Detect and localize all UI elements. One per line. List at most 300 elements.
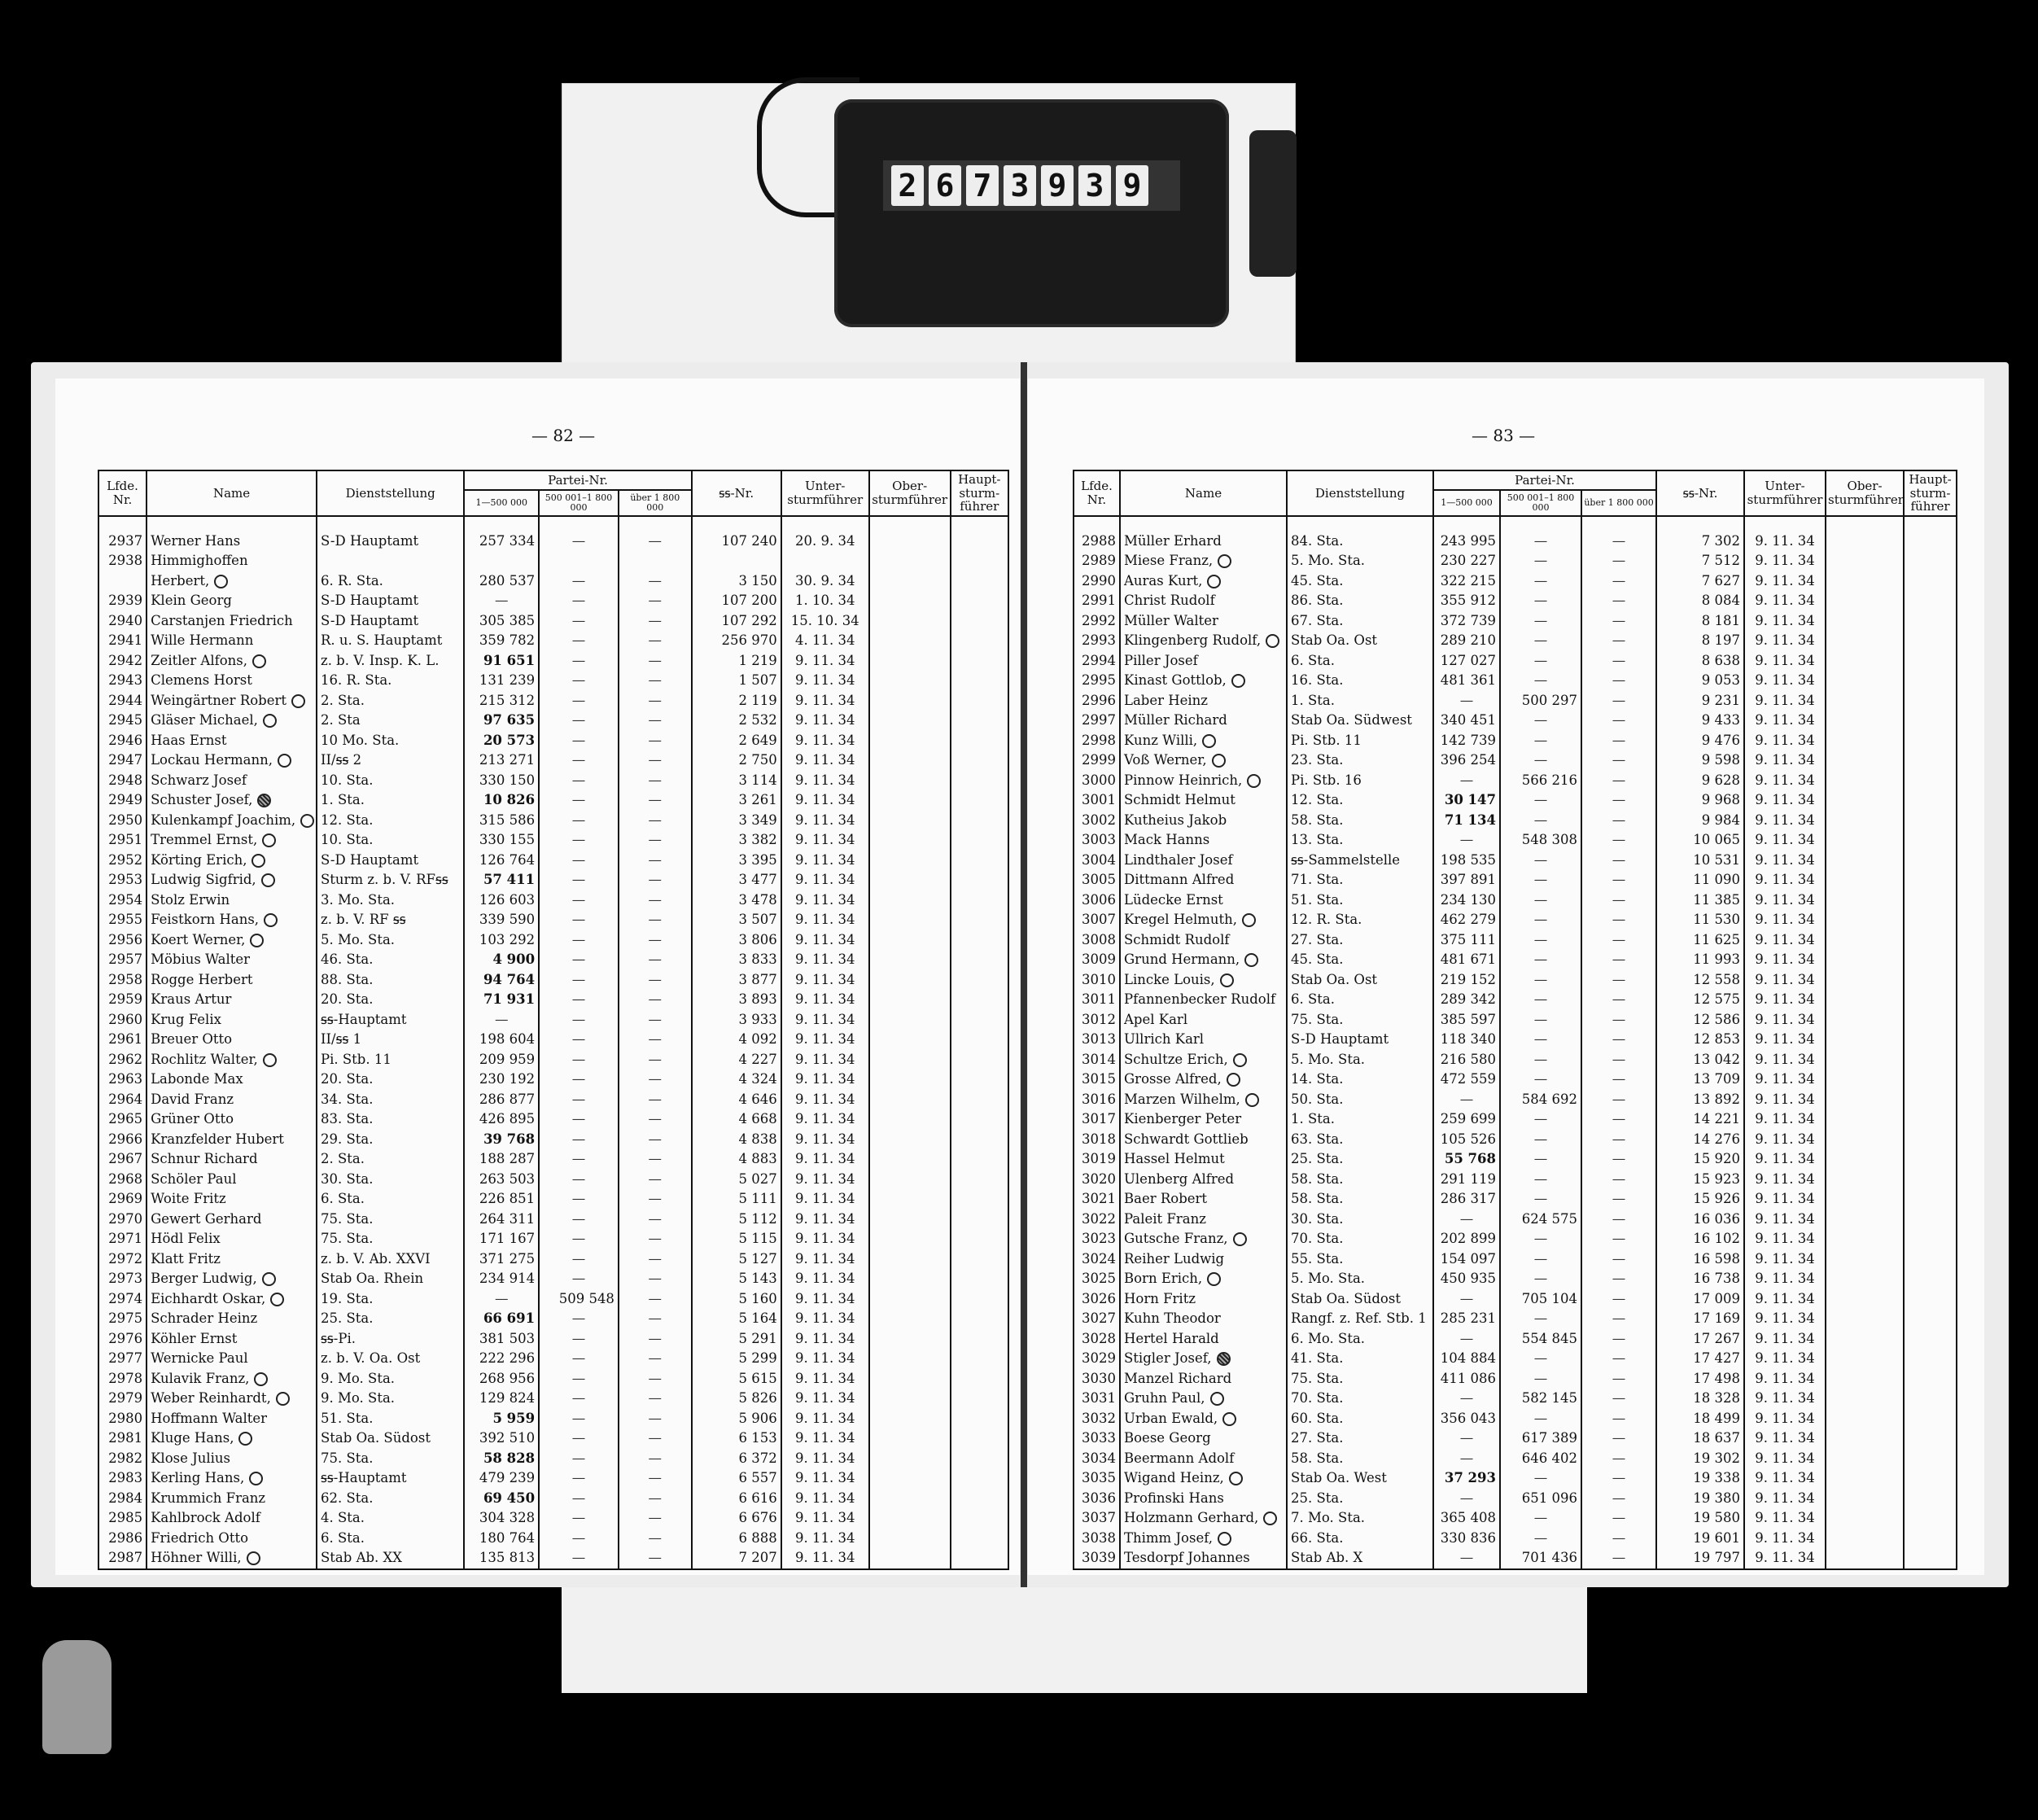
party-number-3-text: — — [1612, 712, 1626, 728]
row-number-text: 2940 — [108, 612, 143, 628]
dienststellung-text: 10. Sta. — [321, 832, 374, 848]
untersturmfuehrer-date — [1744, 1269, 1826, 1289]
ss-number — [692, 1229, 781, 1249]
table-row — [1074, 1189, 1957, 1210]
row-number-text: 2947 — [108, 752, 143, 768]
row-number — [1074, 551, 1120, 571]
right-page — [1028, 378, 1984, 1575]
party-number-2-text: — — [571, 1071, 586, 1087]
untersturmfuehrer-date — [1744, 1329, 1826, 1350]
obersturmfuehrer-date — [869, 830, 951, 851]
party-number-2-text: — — [1533, 652, 1548, 668]
table-row — [98, 1030, 1008, 1050]
ss-number — [1656, 950, 1744, 970]
person-name-text: Piller Josef — [1124, 652, 1198, 668]
untersturmfuehrer-date-text: 9. 11. 34 — [1755, 752, 1815, 768]
dienststellung — [317, 1269, 464, 1289]
row-number-text: 2986 — [108, 1529, 143, 1546]
hauptsturmfuehrer-date — [1904, 1529, 1957, 1549]
ss-number — [1656, 671, 1744, 691]
circle-mark-icon — [1207, 575, 1221, 588]
obersturmfuehrer-date — [869, 1210, 951, 1230]
person-name — [147, 671, 317, 691]
ss-number — [692, 691, 781, 711]
row-number — [1074, 930, 1120, 951]
party-number-1 — [464, 611, 539, 632]
person-name — [147, 1489, 317, 1509]
party-number-3 — [619, 870, 692, 890]
row-number — [98, 591, 147, 611]
dienststellung-text: 50. Sta. — [1291, 1091, 1344, 1107]
party-number-2-text: — — [1533, 1310, 1548, 1327]
ss-number-text: 17 498 — [1693, 1370, 1741, 1386]
party-number-3 — [619, 1548, 692, 1569]
table-row — [98, 1428, 1008, 1449]
untersturmfuehrer-date-text: 9. 11. 34 — [1755, 1350, 1815, 1367]
untersturmfuehrer-date-text: 9. 11. 34 — [1755, 1031, 1815, 1048]
person-name — [1120, 1289, 1287, 1310]
ss-number — [1656, 731, 1744, 751]
row-number — [98, 1548, 147, 1569]
obersturmfuehrer-date — [869, 1149, 951, 1170]
ss-number — [1656, 1309, 1744, 1329]
party-number-3-text: — — [648, 1131, 663, 1147]
row-number-text: 3010 — [1082, 971, 1116, 987]
untersturmfuehrer-date-text: 1. 10. 34 — [794, 593, 855, 609]
row-number — [1074, 830, 1120, 851]
party-number-2 — [539, 651, 619, 672]
party-number-2 — [1500, 571, 1581, 592]
party-number-2 — [539, 1548, 619, 1569]
untersturmfuehrer-date-text: 9. 11. 34 — [1755, 1310, 1815, 1327]
untersturmfuehrer-date-text: 9. 11. 34 — [794, 652, 855, 668]
dienststellung — [317, 930, 464, 951]
party-number-3 — [1581, 870, 1656, 890]
party-number-1 — [464, 1149, 539, 1170]
row-number — [98, 611, 147, 632]
row-number — [98, 1070, 147, 1090]
party-number-2 — [1500, 1269, 1581, 1289]
ss-number — [1656, 1508, 1744, 1529]
untersturmfuehrer-date-text: 9. 11. 34 — [794, 1250, 855, 1267]
dienststellung — [317, 1389, 464, 1409]
obersturmfuehrer-date — [1826, 790, 1904, 811]
party-number-2-text: — — [1533, 1191, 1548, 1207]
party-number-3-text: — — [648, 1011, 663, 1027]
party-number-2-text: — — [571, 1450, 586, 1466]
dienststellung-text: 75. Sta. — [1291, 1011, 1344, 1027]
party-number-1-text: 289 342 — [1440, 991, 1496, 1008]
party-number-1 — [464, 930, 539, 951]
party-number-2-text: — — [571, 1271, 586, 1287]
party-number-2-text: — — [1533, 672, 1548, 689]
person-name-text: Wernicke Paul — [151, 1350, 248, 1367]
obersturmfuehrer-date — [869, 750, 951, 771]
party-number-1-text: 71 931 — [483, 991, 536, 1008]
person-name-text: Wigand Heinz, — [1124, 1470, 1224, 1486]
table-row — [98, 750, 1008, 771]
party-number-2-text: — — [571, 1031, 586, 1048]
person-name-text: Stolz Erwin — [151, 891, 230, 908]
table-row — [98, 1109, 1008, 1130]
ss-number — [692, 750, 781, 771]
row-number-text: 3024 — [1082, 1250, 1116, 1267]
untersturmfuehrer-date-text: 15. 10. 34 — [790, 612, 859, 628]
party-number-2-text: — — [1533, 1410, 1548, 1426]
party-number-2-text: — — [1533, 872, 1548, 888]
party-number-1-text: 209 959 — [479, 1051, 536, 1067]
person-name-text: Kunz Willi, — [1124, 732, 1198, 748]
person-name — [147, 750, 317, 771]
party-number-2-text: — — [571, 991, 586, 1008]
header-lfd-nr: Lfde. Nr. — [98, 470, 147, 516]
party-number-3-text: — — [648, 612, 663, 628]
ss-number — [692, 1070, 781, 1090]
hauptsturmfuehrer-date — [951, 1030, 1008, 1050]
party-number-1-text: 375 111 — [1440, 931, 1496, 947]
row-number-text: 2989 — [1082, 553, 1116, 569]
party-number-2-text: — — [1533, 1510, 1548, 1526]
party-number-1 — [464, 591, 539, 611]
party-number-1 — [1433, 970, 1500, 991]
untersturmfuehrer-date-text: 9. 11. 34 — [794, 1390, 855, 1407]
party-number-2 — [539, 1189, 619, 1210]
party-number-3 — [619, 1189, 692, 1210]
person-name — [1120, 890, 1287, 911]
party-number-1 — [1433, 811, 1500, 831]
party-number-1 — [464, 532, 539, 552]
table-row — [1074, 771, 1957, 791]
person-name — [147, 811, 317, 831]
obersturmfuehrer-date — [869, 1508, 951, 1529]
party-number-2-text: — — [571, 1310, 586, 1327]
untersturmfuehrer-date — [781, 1050, 869, 1070]
ss-number — [1656, 1349, 1744, 1369]
untersturmfuehrer-date-text: 9. 11. 34 — [794, 1131, 855, 1147]
party-number-3 — [1581, 1109, 1656, 1130]
dienststellung-text: Rangf. z. Ref. Stb. 1 — [1291, 1310, 1427, 1327]
party-number-2-text: — — [1533, 1151, 1548, 1167]
party-number-2 — [1500, 532, 1581, 552]
party-number-2-text: — — [571, 1490, 586, 1506]
row-number-text: 2955 — [108, 912, 143, 928]
dienststellung-text: 23. Sta. — [1291, 752, 1344, 768]
party-number-3-text: — — [1612, 772, 1626, 788]
untersturmfuehrer-date-text: 9. 11. 34 — [1755, 1410, 1815, 1426]
circle-mark-icon — [300, 814, 314, 828]
party-number-2 — [1500, 1428, 1581, 1449]
party-number-1 — [1433, 1189, 1500, 1210]
table-row — [98, 890, 1008, 911]
party-number-3 — [1581, 671, 1656, 691]
party-number-1 — [464, 830, 539, 851]
dienststellung-text: 5. Mo. Sta. — [1291, 553, 1366, 569]
obersturmfuehrer-date — [869, 910, 951, 930]
table-row — [98, 1289, 1008, 1310]
ss-number-text: 4 838 — [738, 1131, 777, 1147]
party-number-2-text: — — [1533, 1111, 1548, 1127]
untersturmfuehrer-date — [1744, 1229, 1826, 1249]
row-number-text: 2977 — [108, 1350, 143, 1367]
party-number-1-text: — — [495, 1290, 509, 1306]
ss-number — [692, 1428, 781, 1449]
row-number-text: 2956 — [108, 931, 143, 947]
dienststellung — [1287, 1090, 1433, 1110]
untersturmfuehrer-date — [781, 870, 869, 890]
party-number-3-text: — — [648, 1170, 663, 1187]
table-row — [98, 1489, 1008, 1509]
person-name-text: Rogge Herbert — [151, 971, 253, 987]
party-number-1 — [1433, 1090, 1500, 1110]
ss-number — [1656, 930, 1744, 951]
dienststellung — [1287, 1149, 1433, 1170]
untersturmfuehrer-date-text: 9. 11. 34 — [1755, 832, 1815, 848]
party-number-3 — [1581, 571, 1656, 592]
ss-number — [1656, 890, 1744, 911]
row-number-text: 2952 — [108, 851, 143, 868]
ss-number-text: 8 197 — [1701, 632, 1741, 649]
row-number — [98, 1329, 147, 1350]
party-number-3 — [619, 1369, 692, 1389]
person-name-text: Beermann Adolf — [1124, 1450, 1235, 1466]
party-number-3-text: — — [648, 1210, 663, 1227]
party-number-3 — [1581, 1070, 1656, 1090]
dienststellung — [317, 1289, 464, 1310]
untersturmfuehrer-date-text: 9. 11. 34 — [794, 1170, 855, 1187]
ss-number — [1656, 1468, 1744, 1489]
hauptsturmfuehrer-date — [1904, 1229, 1957, 1249]
table-row — [1074, 1409, 1957, 1429]
person-name — [1120, 1210, 1287, 1230]
table-row — [1074, 930, 1957, 951]
dienststellung — [317, 1170, 464, 1190]
party-number-1-text: 202 899 — [1440, 1231, 1496, 1247]
ss-number-text: 11 385 — [1693, 891, 1741, 908]
hauptsturmfuehrer-date — [951, 1548, 1008, 1569]
row-number — [1074, 851, 1120, 871]
untersturmfuehrer-date — [1744, 790, 1826, 811]
obersturmfuehrer-date — [1826, 870, 1904, 890]
party-number-2 — [1500, 1030, 1581, 1050]
ss-number — [1656, 1289, 1744, 1310]
party-number-1-text: 39 768 — [483, 1131, 536, 1147]
party-number-2 — [539, 1468, 619, 1489]
party-number-2 — [539, 1289, 619, 1310]
party-number-3-text: — — [1612, 1250, 1626, 1267]
dienststellung-text: 6. Sta. — [321, 1191, 365, 1207]
party-number-2-text: — — [1533, 912, 1548, 928]
row-number-text: 2996 — [1082, 692, 1116, 708]
untersturmfuehrer-date — [781, 651, 869, 672]
ss-number — [1656, 1189, 1744, 1210]
party-number-1 — [464, 890, 539, 911]
party-number-1-text: 371 275 — [479, 1250, 536, 1267]
person-name — [147, 950, 317, 970]
party-number-2 — [539, 1030, 619, 1050]
party-number-2 — [539, 851, 619, 871]
person-name — [147, 532, 317, 552]
hauptsturmfuehrer-date — [1904, 1329, 1957, 1350]
dienststellung-text: 30. Sta. — [321, 1170, 374, 1187]
obersturmfuehrer-date — [1826, 1428, 1904, 1449]
person-name — [147, 1508, 317, 1529]
party-number-2-text: — — [571, 912, 586, 928]
ss-number — [1656, 1050, 1744, 1070]
ss-number — [692, 1109, 781, 1130]
row-number-text: 3035 — [1082, 1470, 1116, 1486]
party-number-1-text: 268 956 — [479, 1370, 536, 1386]
party-number-3-text: — — [648, 1550, 663, 1566]
dienststellung — [317, 1249, 464, 1270]
untersturmfuehrer-date — [781, 1529, 869, 1549]
ss-number — [692, 671, 781, 691]
party-number-2-text: — — [571, 851, 586, 868]
dienststellung-text: Stab Oa. Ost — [1291, 632, 1378, 649]
party-number-1-text: 57 411 — [483, 872, 536, 888]
obersturmfuehrer-date — [869, 950, 951, 970]
circle-mark-icon — [1210, 1392, 1224, 1406]
hauptsturmfuehrer-date — [951, 551, 1008, 571]
ss-number-text: 9 433 — [1701, 712, 1741, 728]
untersturmfuehrer-date — [781, 1269, 869, 1289]
dienststellung-text: z. b. V. Oa. Ost — [321, 1350, 421, 1367]
table-row — [1074, 1489, 1957, 1509]
party-number-2 — [539, 1409, 619, 1429]
party-number-3-text: — — [1612, 672, 1626, 689]
dienststellung — [317, 1428, 464, 1449]
person-name-text: Kulenkampf Joachim, — [151, 812, 296, 828]
row-number — [98, 1229, 147, 1249]
person-name-text: Kinast Gottlob, — [1124, 672, 1227, 689]
dienststellung-text: Stab Oa. Ost — [1291, 971, 1378, 987]
untersturmfuehrer-date-text: 9. 11. 34 — [1755, 1510, 1815, 1526]
party-number-1-text: 5 959 — [492, 1410, 536, 1426]
dienststellung — [317, 870, 464, 890]
ss-number-text: 4 092 — [738, 1031, 777, 1048]
obersturmfuehrer-date — [1826, 731, 1904, 751]
ss-number-text: 6 153 — [738, 1430, 777, 1446]
ss-number-text: 11 625 — [1693, 931, 1741, 947]
obersturmfuehrer-date — [1826, 1010, 1904, 1030]
row-number — [98, 1130, 147, 1150]
person-name-text: Schwarz Josef — [151, 772, 247, 788]
person-name-text: Schmidt Helmut — [1124, 792, 1235, 808]
party-number-1-text: 322 215 — [1440, 572, 1496, 588]
person-name-text: Müller Richard — [1124, 712, 1227, 728]
party-number-1-text: 71 134 — [1444, 812, 1496, 828]
party-number-1-text: 198 604 — [479, 1031, 536, 1048]
table-row — [98, 870, 1008, 890]
header-obersturmfuehrer: Ober-sturmführer — [1826, 470, 1904, 516]
ss-number-text: 19 338 — [1693, 1470, 1741, 1486]
person-name — [147, 611, 317, 632]
party-number-2 — [1500, 970, 1581, 991]
row-number — [1074, 1109, 1120, 1130]
party-number-1 — [464, 750, 539, 771]
person-name-text: Profinski Hans — [1124, 1490, 1224, 1506]
obersturmfuehrer-date — [869, 851, 951, 871]
party-number-3-text: — — [1612, 1191, 1626, 1207]
row-number-text: 3022 — [1082, 1210, 1116, 1227]
dienststellung — [1287, 1329, 1433, 1350]
party-number-1-text: 198 535 — [1440, 851, 1496, 868]
row-number — [98, 870, 147, 890]
party-number-1-text: 103 292 — [479, 931, 536, 947]
party-number-3 — [1581, 1468, 1656, 1489]
hauptsturmfuehrer-date — [1904, 830, 1957, 851]
table-row — [98, 1269, 1008, 1289]
party-number-1 — [1433, 1329, 1500, 1350]
party-number-3-text: — — [648, 652, 663, 668]
ss-number-text: 6 676 — [738, 1510, 777, 1526]
dienststellung-text: 88. Sta. — [321, 971, 374, 987]
party-number-1-text: 359 782 — [479, 632, 536, 649]
obersturmfuehrer-date — [1826, 1189, 1904, 1210]
untersturmfuehrer-date — [1744, 851, 1826, 871]
hauptsturmfuehrer-date — [1904, 1349, 1957, 1369]
untersturmfuehrer-date — [781, 910, 869, 930]
circle-mark-icon — [1202, 734, 1216, 748]
untersturmfuehrer-date — [781, 731, 869, 751]
circle-mark-icon — [278, 754, 291, 768]
hauptsturmfuehrer-date — [951, 1010, 1008, 1030]
dienststellung-text: z. b. V. RF ꟊꟊ — [321, 912, 406, 928]
ss-number-text: 12 853 — [1693, 1031, 1741, 1048]
row-number — [1074, 571, 1120, 592]
untersturmfuehrer-date — [1744, 591, 1826, 611]
person-name — [1120, 1229, 1287, 1249]
untersturmfuehrer-date — [781, 571, 869, 592]
ss-number-text: 5 826 — [738, 1390, 777, 1407]
obersturmfuehrer-date — [1826, 551, 1904, 571]
party-number-3 — [1581, 910, 1656, 930]
party-number-2-text: — — [1533, 971, 1548, 987]
party-number-3-text: — — [1612, 952, 1626, 968]
header-partei-nr: Partei-Nr. — [464, 470, 691, 490]
hauptsturmfuehrer-date — [951, 771, 1008, 791]
obersturmfuehrer-date — [869, 731, 951, 751]
table-row — [98, 1170, 1008, 1190]
person-name-text: Grüner Otto — [151, 1111, 234, 1127]
person-name — [147, 1389, 317, 1409]
row-number-text: 3030 — [1082, 1370, 1116, 1386]
party-number-3 — [1581, 1050, 1656, 1070]
party-number-1 — [1433, 990, 1500, 1010]
person-name-text: Hödl Felix — [151, 1231, 221, 1247]
person-name — [1120, 1349, 1287, 1369]
dienststellung — [317, 1329, 464, 1350]
circle-mark-icon — [1233, 1053, 1247, 1067]
party-number-3-text: — — [1612, 1210, 1626, 1227]
dienststellung — [317, 1349, 464, 1369]
party-number-1 — [1433, 890, 1500, 911]
party-number-1-text: 180 764 — [479, 1529, 536, 1546]
untersturmfuehrer-date-text: 9. 11. 34 — [1755, 812, 1815, 828]
hauptsturmfuehrer-date — [1904, 591, 1957, 611]
party-number-2 — [1500, 1189, 1581, 1210]
party-number-1 — [464, 851, 539, 871]
obersturmfuehrer-date — [1826, 1369, 1904, 1389]
dienststellung — [317, 1090, 464, 1110]
party-number-2 — [1500, 611, 1581, 632]
party-number-1-text: 243 995 — [1440, 532, 1496, 549]
party-number-2 — [539, 532, 619, 552]
party-number-2-text: — — [571, 1210, 586, 1227]
person-name — [147, 1070, 317, 1090]
untersturmfuehrer-date-text: 9. 11. 34 — [794, 1310, 855, 1327]
dienststellung-text: 5. Mo. Sta. — [1291, 1271, 1366, 1287]
table-row — [1074, 691, 1957, 711]
